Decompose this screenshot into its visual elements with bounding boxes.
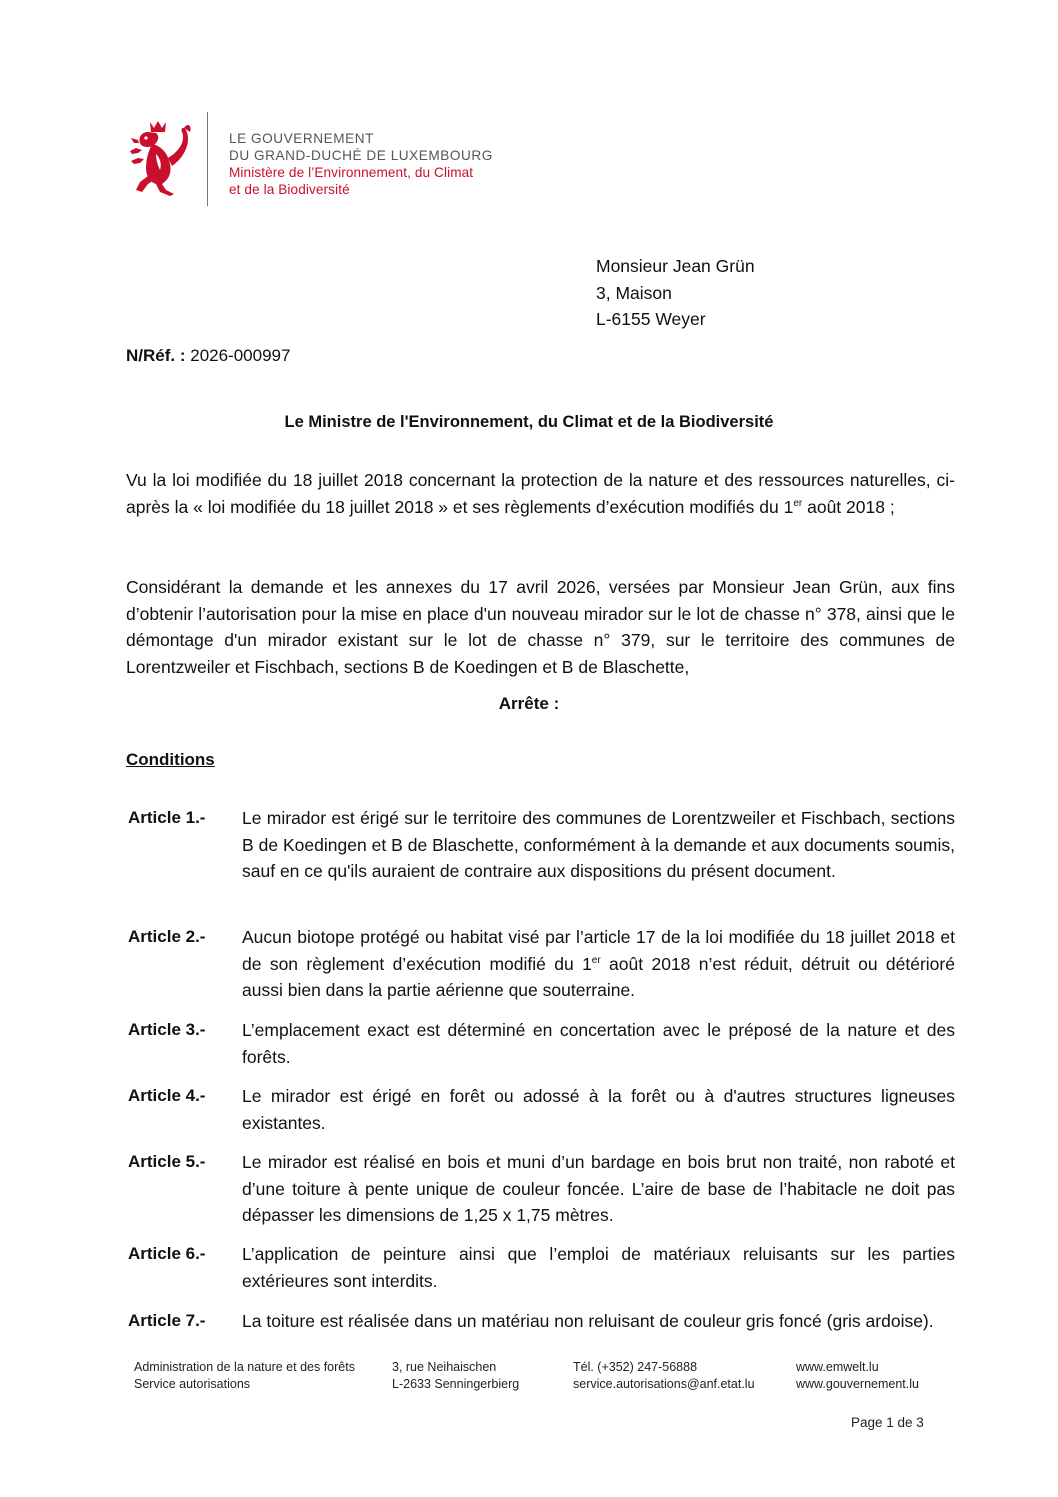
gov-line-2: DU GRAND-DUCHÉ DE LUXEMBOURG	[229, 148, 493, 163]
article-2-text	[242, 924, 955, 1004]
considerant-paragraph: Considérant la demande et les annexes du 17 avril 2026, versées par Monsieur Jean Grün, aux fins d’obtenir l’autorisation pour la mise en place d'un nouveau mirador sur le lot de chasse n° 378, ainsi que le démontage d'un mirador existant sur le lot de chasse n° 379, sur le territoire des communes de Lorentzweiler et Fischbach, sections B de Koedingen et B de Blaschette,	[126, 577, 955, 677]
footer-admin-name: Administration de la nature et des forêts	[134, 1360, 355, 1374]
red-lion-icon	[128, 118, 194, 198]
reference	[126, 346, 290, 366]
header-divider	[207, 112, 208, 206]
article-5-label: Article 5.-	[128, 1152, 206, 1171]
article-6-label: Article 6.-	[128, 1244, 206, 1263]
footer-phone: Tél. (+352) 247-56888	[573, 1360, 698, 1374]
article-7-label: Article 7.-	[128, 1311, 206, 1330]
article-3-text: L’emplacement exact est déterminé en concertation avec le préposé de la nature et des forêts.	[242, 1020, 955, 1067]
ministry-line-1: Ministère de l’Environnement, du Climat	[229, 165, 474, 180]
article-7-text: La toiture est réalisée dans un matériau non reluisant de couleur gris foncé (gris ardoise).	[242, 1311, 934, 1331]
footer-service-name: Service autorisations	[134, 1377, 251, 1391]
reference-label: N/Réf. :	[126, 346, 186, 365]
recipient-address	[596, 253, 755, 333]
footer-address	[392, 1359, 519, 1393]
footer-contact	[573, 1359, 755, 1393]
article-2-superscript: er	[591, 954, 601, 966]
article-5-text: Le mirador est réalisé en bois et muni d’un bardage en bois brut non traité, non raboté et d’une toiture à pente unique de couleur foncée. L’aire de base de l’habitacle ne doit pas dépasser les dimensions de 1,25 x 1,75 mètres.	[242, 1152, 955, 1226]
footer-website-gouvernement[interactable]: www.gouvernement.lu	[796, 1377, 919, 1391]
footer-websites	[796, 1359, 919, 1393]
article-2-text-part-2: août 2018 n’est réduit, détruit ou détérioré aussi bien dans la partie aérienne que souterraine.	[242, 953, 955, 1001]
article-3-label: Article 3.-	[128, 1020, 206, 1039]
document-title: Le Ministre de l'Environnement, du Climat et de la Biodiversité	[284, 413, 774, 431]
recipient-city: L-6155 Weyer	[596, 309, 706, 329]
page-number: Page 1 de 3	[851, 1415, 924, 1430]
vu-paragraph	[126, 467, 955, 520]
article-2-text-part-1: Aucun biotope protégé ou habitat visé par l’article 17 de la loi modifiée du 18 juillet 2018 et de son règlement d’exécution modifié du 1	[242, 927, 955, 974]
gov-line-1: LE GOUVERNEMENT	[229, 131, 374, 146]
recipient-street: 3, Maison	[596, 282, 672, 303]
article-4-label: Article 4.-	[128, 1086, 206, 1105]
article-4-text: Le mirador est érigé en forêt ou adossé à la forêt ou à d'autres structures ligneuses existantes.	[242, 1086, 955, 1133]
vu-text-part-2: août 2018 ;	[802, 496, 895, 517]
vu-superscript: er	[793, 497, 803, 509]
reference-value: 2026-000997	[190, 346, 291, 365]
footer-street: 3, rue Neihaischen	[392, 1360, 497, 1374]
recipient-name: Monsieur Jean Grün	[596, 256, 755, 276]
article-2-label: Article 2.-	[128, 927, 206, 946]
vu-text-part-1: Vu la loi modifiée du 18 juillet 2018 concernant la protection de la nature et des ressources naturelles, ci-après la « loi modifiée du 18 juillet 2018 » et ses règlements d’exécution modifiés du 1	[126, 470, 955, 517]
article-6-text: L’application de peinture ainsi que l’emploi de matériaux reluisants sur les parties extérieures sont interdits.	[242, 1244, 955, 1291]
footer-city: L-2633 Senningerbierg	[392, 1377, 520, 1391]
footer-administration	[134, 1359, 355, 1393]
footer-email[interactable]: service.autorisations@anf.etat.lu	[573, 1377, 755, 1391]
article-1-text: Le mirador est érigé sur le territoire des communes de Lorentzweiler et Fischbach, sections B de Koedingen et B de Blaschette, conformément à la demande et aux documents soumis, sauf en ce qu'ils auraient de contraire aux dispositions du présent document.	[242, 808, 955, 882]
conditions-heading: Conditions	[126, 750, 215, 769]
footer-website-emwelt[interactable]: www.emwelt.lu	[796, 1360, 879, 1374]
article-1-label: Article 1.-	[128, 808, 206, 827]
ministry-line-2: et de la Biodiversité	[229, 182, 350, 197]
government-branding	[229, 130, 493, 198]
arrete-heading: Arrête :	[498, 694, 560, 713]
